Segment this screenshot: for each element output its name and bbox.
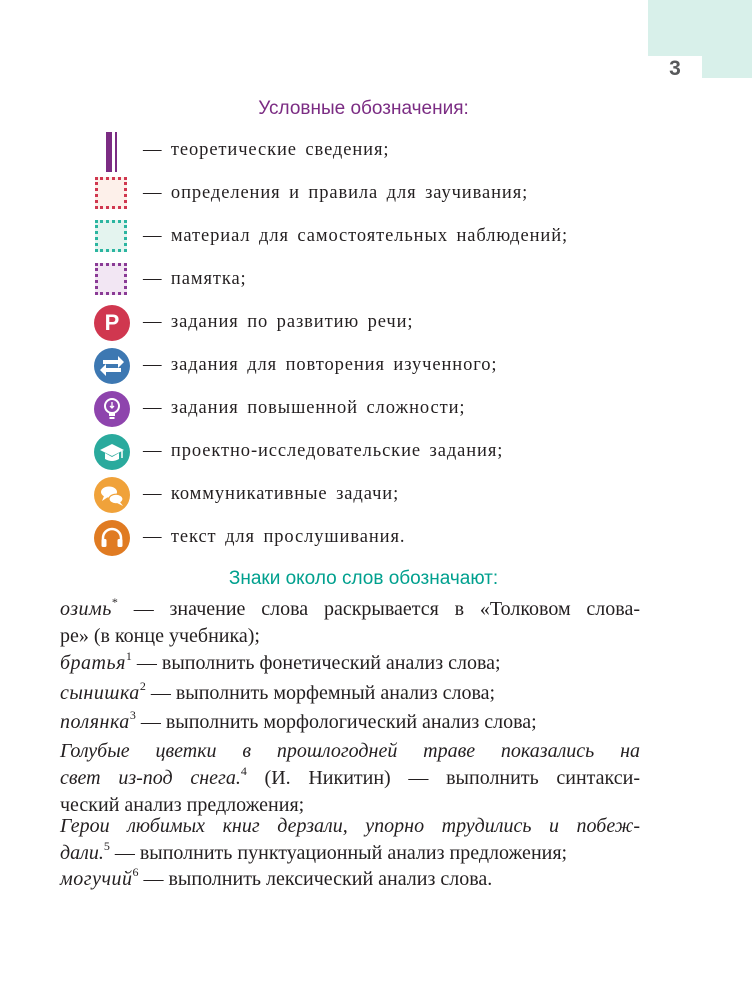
graduation-cap-icon (93, 433, 131, 471)
entry-mark: 2 (139, 679, 146, 693)
entry-term: сынишка (60, 682, 140, 704)
sign-entry-morphemic (60, 680, 640, 707)
entry-mark: 1 (125, 649, 132, 663)
legend-heading: Условные обозначения: (258, 98, 469, 119)
sign-entry-lexical (60, 866, 640, 893)
entry-description: — выполнить морфологический анализ слова; (135, 711, 537, 733)
entry-description: — выполнить морфемный анализ слова; (145, 682, 496, 704)
sign-entry-dictionary (60, 596, 640, 650)
double-bar-icon (93, 132, 131, 170)
entry-description: — выполнить фонетический анализ слова; (131, 652, 501, 674)
example-sentence: Голубые цветки в прошлогодней траве показались на (60, 740, 640, 762)
page-number: 3 (669, 57, 681, 80)
legend-item-text: — материал для самостоятельных наблюдений; (143, 226, 569, 246)
entry-term: братья (60, 652, 126, 674)
entry-mark: 3 (129, 708, 136, 722)
corner-tab-decoration (702, 56, 752, 78)
example-sentence: Герои любимых книг дерзали, упорно трудились и побеж- (60, 815, 640, 837)
entry-term: могучий (60, 868, 133, 890)
entry-description: — выполнить лексический анализ слова. (138, 868, 493, 890)
entry-mark: * (111, 595, 118, 609)
entry-mark: 6 (132, 865, 139, 879)
entry-description: — выполнить пунктуационный анализ предложения; (109, 842, 568, 864)
sign-entry-morphological (60, 709, 640, 736)
corner-decoration (648, 0, 752, 56)
speech-bubbles-icon (93, 476, 131, 514)
entry-description-continued: ческий анализ предложения; (60, 794, 305, 816)
sign-entry-syntactic (60, 738, 640, 819)
legend-item-text: — текст для прослушивания. (143, 527, 406, 547)
legend-item-text: — задания по развитию речи; (143, 312, 414, 332)
legend-item-text: — задания для повторения изученного; (143, 355, 498, 375)
signs-heading: Знаки около слов обозначают: (228, 568, 499, 589)
example-sentence-end: дали. (60, 842, 104, 864)
legend-item-text: — задания повышенной сложности; (143, 398, 466, 418)
legend-item-text: — коммуникативные задачи; (143, 484, 400, 504)
dotted-red-square-icon (93, 175, 131, 213)
entry-description: (И. Никитин) — выполнить синтакси- (246, 767, 640, 789)
repeat-arrows-icon (93, 347, 131, 385)
headphones-icon (93, 519, 131, 557)
legend-item-text: — теоретические сведения; (143, 140, 390, 160)
legend-item-text: — проектно-исследовательские задания; (143, 441, 504, 461)
dotted-teal-square-icon (93, 218, 131, 256)
entry-description-continued: ре» (в конце учебника); (60, 625, 260, 647)
sign-entry-punctuation (60, 813, 640, 867)
entry-term: озимь (60, 598, 112, 620)
sign-entry-phonetic (60, 650, 640, 677)
light-bulb-icon (93, 390, 131, 428)
legend-item-text: — определения и правила для заучивания; (143, 183, 529, 203)
example-sentence-end: свет из-под снега. (60, 767, 241, 789)
dotted-purple-square-icon (93, 261, 131, 299)
entry-mark: 5 (103, 839, 110, 853)
entry-mark: 4 (240, 764, 247, 778)
entry-term: полянка (60, 711, 130, 733)
letter-r-icon: Р (93, 304, 131, 342)
legend-item-text: — памятка; (143, 269, 247, 289)
entry-description: — значение слова раскрывается в «Толковом слова- (117, 598, 640, 620)
